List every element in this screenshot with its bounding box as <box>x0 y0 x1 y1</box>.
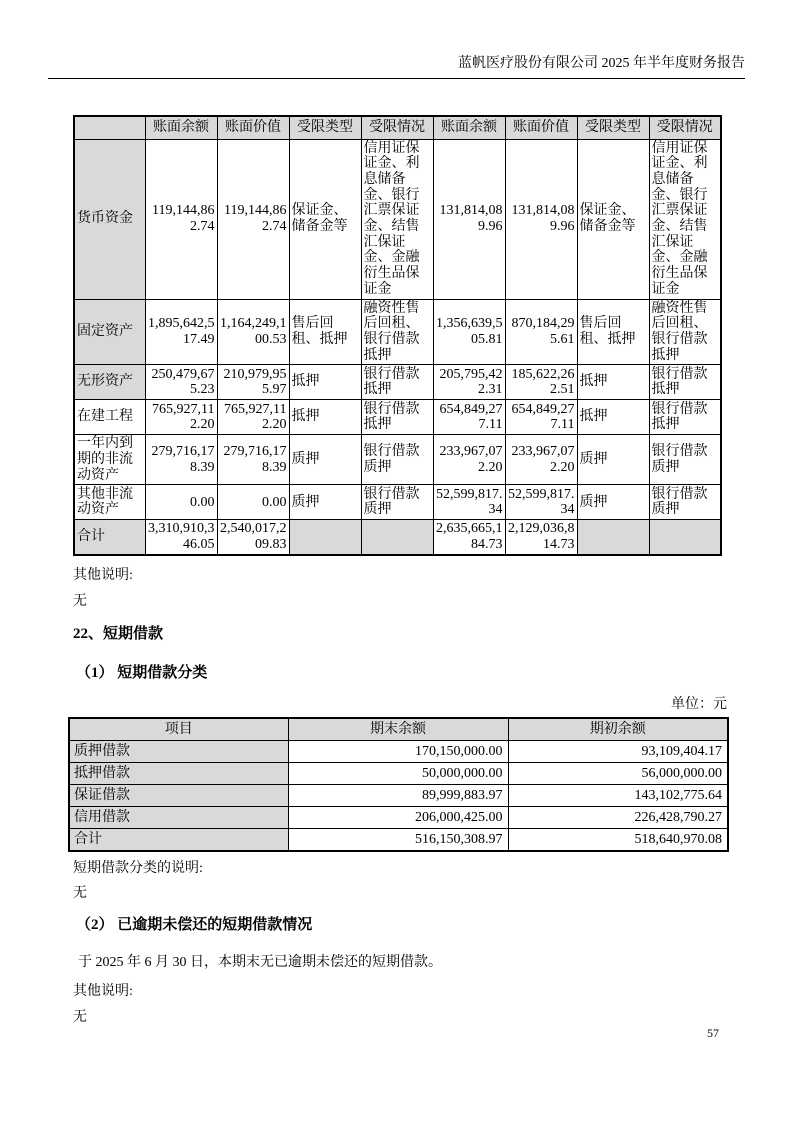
table-row <box>74 299 721 365</box>
subsection-2-heading: （2） 已逾期未偿还的短期借款情况 <box>76 916 313 933</box>
table-row <box>74 435 721 485</box>
section-22-heading: 22、短期借款 <box>73 625 164 642</box>
table-row <box>74 365 721 400</box>
table-cell: 抵押 <box>577 400 649 435</box>
unit-label: 单位：元 <box>671 696 727 712</box>
report-header-title: 蓝帆医疗股份有限公司 2025 年半年度财务报告 <box>48 55 745 79</box>
table-cell: 质押 <box>289 485 361 520</box>
table-cell: 融资性售后回租、银行借款抵押 <box>361 299 433 365</box>
table-cell: 654,849,277.11 <box>433 400 505 435</box>
table-cell: 765,927,112.20 <box>217 400 289 435</box>
table-cell: 银行借款抵押 <box>649 400 721 435</box>
table-cell: 信用证保证金、利息储备金、银行汇票保证金、结售汇保证金、金融衍生品保证金 <box>361 139 433 299</box>
row-label: 信用借款 <box>69 807 288 829</box>
row-label: 在建工程 <box>74 400 145 435</box>
column-header: 账面价值 <box>217 116 289 139</box>
table-cell: 765,927,112.20 <box>145 400 217 435</box>
table-cell: 2,635,665,184.73 <box>433 520 505 555</box>
table-cell: 279,716,178.39 <box>145 435 217 485</box>
row-label: 货币资金 <box>74 139 145 299</box>
table-cell: 233,967,072.20 <box>505 435 577 485</box>
table-cell: 2,540,017,209.83 <box>217 520 289 555</box>
table-row <box>69 785 728 807</box>
table-cell: 1,356,639,505.81 <box>433 299 505 365</box>
other-note-value: 无 <box>73 1009 87 1025</box>
restricted-assets-table <box>73 115 722 556</box>
begin-balance-cell: 518,640,970.08 <box>508 829 728 851</box>
table-row <box>74 485 721 520</box>
table-cell: 抵押 <box>289 400 361 435</box>
table-cell: 保证金、储备金等 <box>289 139 361 299</box>
table-header-row <box>74 116 721 139</box>
table-cell: 1,895,642,517.49 <box>145 299 217 365</box>
short-term-loans-table <box>68 717 729 852</box>
column-header: 受限情况 <box>649 116 721 139</box>
other-note-label: 其他说明: <box>73 983 133 999</box>
row-label: 无形资产 <box>74 365 145 400</box>
row-label: 质押借款 <box>69 741 288 763</box>
table-cell: 0.00 <box>217 485 289 520</box>
table-header-row <box>69 718 728 741</box>
table-cell: 抵押 <box>289 365 361 400</box>
table-cell <box>649 520 721 555</box>
other-note-value: 无 <box>73 593 87 609</box>
table-cell: 3,310,910,346.05 <box>145 520 217 555</box>
table-cell: 1,164,249,100.53 <box>217 299 289 365</box>
table-cell: 银行借款质押 <box>361 435 433 485</box>
column-header: 受限情况 <box>361 116 433 139</box>
other-note-label: 其他说明: <box>73 567 133 583</box>
begin-balance-cell: 143,102,775.64 <box>508 785 728 807</box>
table-cell: 银行借款抵押 <box>649 365 721 400</box>
table-cell: 654,849,277.11 <box>505 400 577 435</box>
table-cell: 131,814,089.96 <box>505 139 577 299</box>
table-cell: 185,622,262.51 <box>505 365 577 400</box>
table-cell: 279,716,178.39 <box>217 435 289 485</box>
table-total-row <box>74 520 721 555</box>
row-label: 一年内到期的非流动资产 <box>74 435 145 485</box>
overdue-loans-paragraph: 于 2025 年 6 月 30 日，本期末无已逾期未偿还的短期借款。 <box>78 954 442 970</box>
column-header: 期末余额 <box>288 718 508 741</box>
column-header: 受限类型 <box>577 116 649 139</box>
row-label: 合计 <box>74 520 145 555</box>
table-cell <box>289 520 361 555</box>
subsection-1-heading: （1） 短期借款分类 <box>76 664 208 681</box>
table-cell: 52,599,817.34 <box>433 485 505 520</box>
table-cell: 52,599,817.34 <box>505 485 577 520</box>
column-header: 项目 <box>69 718 288 741</box>
table-cell: 质押 <box>577 435 649 485</box>
loan-class-note-label: 短期借款分类的说明: <box>73 860 203 876</box>
table-cell: 保证金、储备金等 <box>577 139 649 299</box>
table-cell: 870,184,295.61 <box>505 299 577 365</box>
column-header <box>74 116 145 139</box>
column-header: 账面余额 <box>145 116 217 139</box>
row-label: 固定资产 <box>74 299 145 365</box>
table-cell: 2,129,036,814.73 <box>505 520 577 555</box>
table-cell: 233,967,072.20 <box>433 435 505 485</box>
row-label: 保证借款 <box>69 785 288 807</box>
table-cell: 131,814,089.96 <box>433 139 505 299</box>
table-cell: 210,979,955.97 <box>217 365 289 400</box>
table-cell: 质押 <box>577 485 649 520</box>
table-cell: 250,479,675.23 <box>145 365 217 400</box>
table-cell: 205,795,422.31 <box>433 365 505 400</box>
end-balance-cell: 50,000,000.00 <box>288 763 508 785</box>
column-header: 账面余额 <box>433 116 505 139</box>
begin-balance-cell: 226,428,790.27 <box>508 807 728 829</box>
table-cell: 融资性售后回租、银行借款抵押 <box>649 299 721 365</box>
table-cell: 抵押 <box>577 365 649 400</box>
table-cell: 售后回租、抵押 <box>577 299 649 365</box>
table-cell: 银行借款抵押 <box>361 365 433 400</box>
table-cell: 银行借款质押 <box>649 485 721 520</box>
column-header: 账面价值 <box>505 116 577 139</box>
table-cell: 银行借款质押 <box>361 485 433 520</box>
column-header: 受限类型 <box>289 116 361 139</box>
table-cell: 售后回租、抵押 <box>289 299 361 365</box>
table-cell: 0.00 <box>145 485 217 520</box>
table-row <box>74 400 721 435</box>
table-total-row <box>69 829 728 851</box>
table-cell <box>361 520 433 555</box>
end-balance-cell: 89,999,883.97 <box>288 785 508 807</box>
begin-balance-cell: 56,000,000.00 <box>508 763 728 785</box>
table-cell: 信用证保证金、利息储备金、银行汇票保证金、结售汇保证金、金融衍生品保证金 <box>649 139 721 299</box>
page-number: 57 <box>707 1026 719 1040</box>
table-row <box>69 807 728 829</box>
table-cell: 119,144,862.74 <box>217 139 289 299</box>
table-row <box>69 763 728 785</box>
table-cell: 银行借款质押 <box>649 435 721 485</box>
begin-balance-cell: 93,109,404.17 <box>508 741 728 763</box>
loan-class-note-value: 无 <box>73 885 87 901</box>
table-row <box>69 741 728 763</box>
table-cell: 119,144,862.74 <box>145 139 217 299</box>
row-label: 抵押借款 <box>69 763 288 785</box>
table-cell: 银行借款抵押 <box>361 400 433 435</box>
end-balance-cell: 206,000,425.00 <box>288 807 508 829</box>
table-cell <box>577 520 649 555</box>
row-label: 其他非流动资产 <box>74 485 145 520</box>
table-row <box>74 139 721 299</box>
row-label: 合计 <box>69 829 288 851</box>
end-balance-cell: 516,150,308.97 <box>288 829 508 851</box>
end-balance-cell: 170,150,000.00 <box>288 741 508 763</box>
column-header: 期初余额 <box>508 718 728 741</box>
table-cell: 质押 <box>289 435 361 485</box>
